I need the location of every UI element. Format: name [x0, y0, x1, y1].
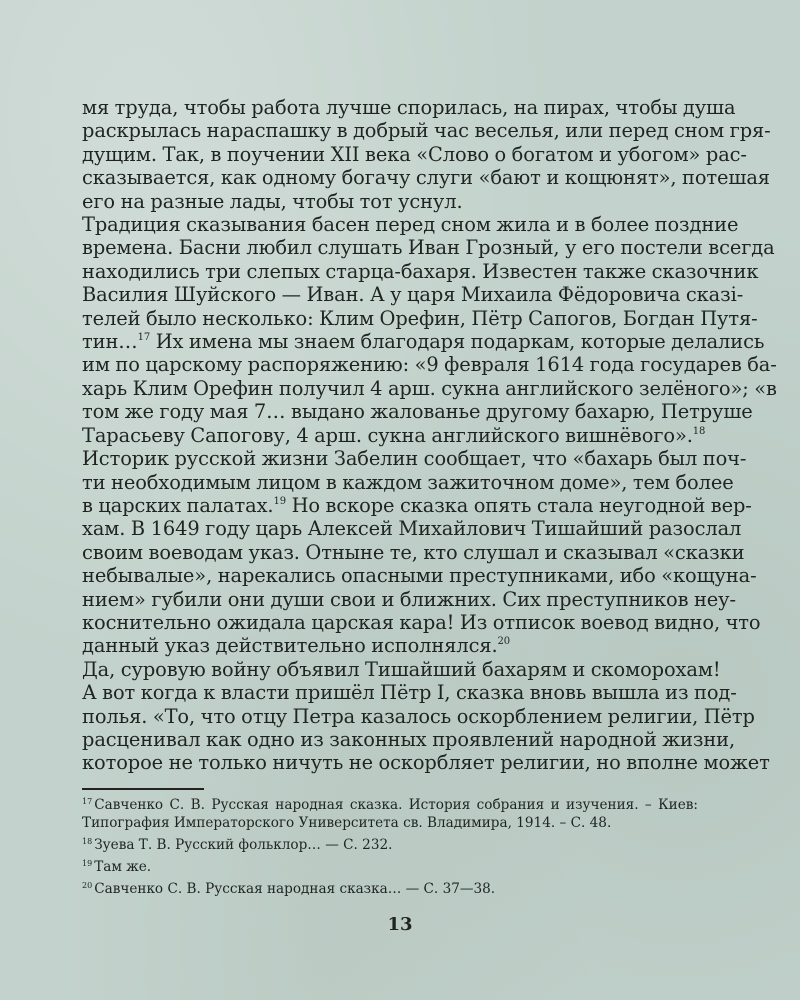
- text-segment: в царских палатах.: [82, 493, 274, 517]
- text-line: коснительно ожидала царская кара! Из отписок воевод видно, что: [82, 610, 761, 634]
- footnote-text: Савченко С. В. Русская народная сказка. История собрания и изучения. – Киев:: [94, 797, 698, 813]
- footnote-number: 17: [82, 797, 93, 806]
- text-line: мя труда, чтобы работа лучше спорилась, на пирах, чтобы душа: [82, 96, 736, 119]
- text-line: [82, 423, 706, 447]
- footnote-line: [82, 796, 698, 814]
- footnote-20: [82, 880, 698, 898]
- paragraph-1: [82, 96, 771, 213]
- footnote-18: [82, 836, 698, 854]
- footnote-19: [82, 858, 698, 876]
- text-line: которое не только ничуть не оскорбляет религии, но вполне может: [82, 751, 770, 775]
- text-line: [82, 493, 752, 517]
- footnote-line: Типография Императорского Университета св. Владимира, 1914. – С. 48.: [82, 815, 612, 831]
- text-line: небывалые», нарекались опасными преступниками, ибо «кощуна-: [82, 564, 757, 588]
- footnote-line: [82, 858, 698, 876]
- footnote-text: Савченко С. В. Русская народная сказка… — С. 37—38.: [94, 881, 496, 897]
- paragraph-3: [82, 447, 761, 658]
- text-line: находились три слепых старца-бахаря. Известен также сказочник: [82, 259, 759, 283]
- footnote-ref-18[interactable]: 18: [692, 425, 706, 437]
- footnote-ref-20[interactable]: 20: [497, 636, 511, 648]
- text-line: том же году мая 7… выдано жалованье другому бахарю, Петруше: [82, 400, 753, 424]
- main-text: [82, 96, 777, 775]
- footnote-text: Там же.: [94, 859, 152, 875]
- footnote-line: [82, 880, 698, 898]
- text-line: дущим. Так, в поучении XII века «Слово о богатом и убогом» рас-: [82, 142, 747, 166]
- text-line: [82, 634, 698, 657]
- footnote-17: [82, 796, 698, 832]
- footnote-number: 20: [82, 881, 93, 890]
- text-line: Историк русской жизни Забелин сообщает, что «бахарь был поч-: [82, 447, 747, 471]
- text-segment: тин…: [82, 330, 138, 354]
- text-line: сказывается, как одному богачу слуги «бают и кощюнят», потешая: [82, 166, 770, 190]
- text-line: хам. В 1649 году царь Алексей Михайлович Тишайший разослал: [82, 517, 742, 541]
- text-line: своим воеводам указ. Отныне те, кто слушал и сказывал «сказки: [82, 540, 745, 564]
- text-line: раскрылась нараспашку в добрый час веселья, или перед сном гря-: [82, 119, 771, 143]
- footnote-ref-19[interactable]: 19: [273, 495, 287, 507]
- footnote-line: [82, 836, 698, 854]
- text-line: Да, суровую войну объявил Тишайший бахарям и скоморохам!: [82, 657, 721, 681]
- text-line: нием» губили они души свои и ближних. Сих преступников неу-: [82, 587, 736, 611]
- text-line: [82, 330, 765, 354]
- text-line: полья. «То, что отцу Петра казалось оскорблением религии, Пётр: [82, 704, 755, 728]
- text-segment: Но вскоре сказка опять стала неугодной вер-: [291, 493, 752, 517]
- text-line: телей было несколько: Клим Орефин, Пётр Сапогов, Богдан Путя-: [82, 306, 758, 330]
- text-line: его на разные лады, чтобы тот уснул.: [82, 189, 463, 213]
- text-line: расценивал как одно из законных проявлений народной жизни,: [82, 727, 736, 751]
- footnote-ref-17[interactable]: 17: [137, 332, 151, 344]
- text-segment: Их имена мы знаем благодаря подаркам, которые делались: [155, 330, 765, 354]
- text-line: Традиция сказывания басен перед сном жила и в более поздние: [82, 213, 739, 237]
- text-line: харь Клим Орефин получил 4 арш. сукна английского зелёного»; «в: [82, 376, 777, 400]
- paragraph-2: [82, 213, 777, 447]
- paragraph-4: [82, 657, 770, 775]
- text-line: ти необходимым лицом в каждом зажиточном доме», тем более: [82, 470, 734, 494]
- footnote-text: Зуева Т. В. Русский фольклор… — С. 232.: [94, 837, 393, 853]
- text-segment: Тарасьеву Сапогову, 4 арш. сукна английского вишнёвого».: [82, 423, 693, 447]
- footnote-number: 18: [82, 837, 93, 846]
- text-line: Василия Шуйского — Иван. А у царя Михаила Фёдоровича сказі-: [82, 283, 744, 307]
- footnote-number: 19: [82, 859, 93, 868]
- footnotes: [82, 796, 698, 902]
- text-line: времена. Басни любил слушать Иван Грозный, у его постели всегда: [82, 236, 775, 260]
- text-segment: данный указ действительно исполнялся.: [82, 634, 498, 658]
- footnote-divider: [82, 788, 204, 790]
- text-line: им по царскому распоряжению: «9 февраля 1614 года государев ба-: [82, 353, 777, 377]
- text-line: А вот когда к власти пришёл Пётр I, сказка вновь вышла из под-: [82, 681, 737, 705]
- page-number: 13: [387, 914, 413, 935]
